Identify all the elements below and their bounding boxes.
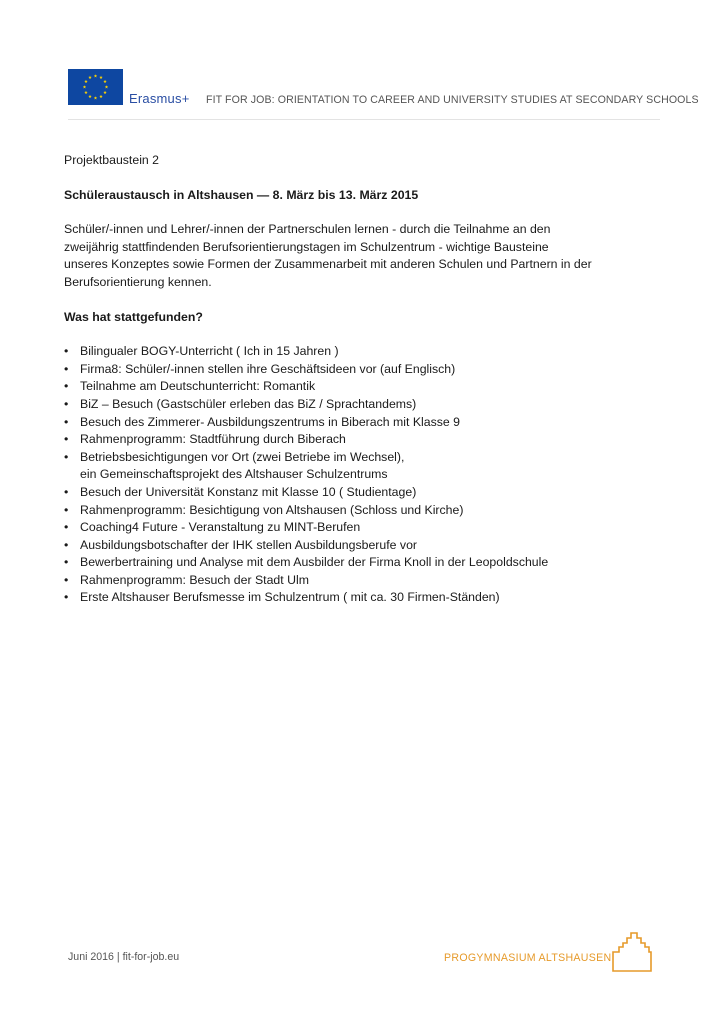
eu-star-icon (99, 95, 102, 98)
bullet-marker: • (64, 344, 69, 359)
bullet-marker: • (64, 537, 69, 552)
eu-star-icon (84, 80, 87, 83)
intro-line: unseres Konzeptes sowie Formen der Zusammenarbeit mit anderen Schulen und Partnern in der (64, 257, 592, 272)
header-divider (68, 119, 660, 120)
list-item-text: Teilnahme am Deutschunterricht: Romantik (80, 379, 316, 394)
document-body (64, 152, 654, 607)
page-header (68, 69, 699, 121)
list-item-text: Rahmenprogramm: Besuch der Stadt Ulm (80, 572, 309, 587)
list-item (64, 519, 654, 537)
eu-star-icon (103, 80, 106, 83)
bullet-marker: • (64, 590, 69, 605)
block-label: Projektbaustein 2 (64, 153, 160, 167)
bullet-marker: • (64, 432, 69, 447)
eu-star-icon (88, 95, 91, 98)
list-item-text: Besuch der Universität Konstanz mit Klasse 10 ( Studientage) (80, 484, 417, 499)
list-item (64, 414, 654, 432)
eu-star-icon (94, 74, 97, 77)
list-item-text: Firma8: Schüler/-innen stellen ihre Geschäftsideen vor (auf Englisch) (80, 361, 456, 376)
bullet-marker: • (64, 502, 69, 517)
list-item-text: ein Gemeinschaftsprojekt des Altshauser Schulzentrums (80, 467, 388, 482)
bullet-marker: • (64, 379, 69, 394)
eu-star-icon (83, 85, 86, 88)
list-item-text: Rahmenprogramm: Besichtigung von Altshausen (Schloss und Kirche) (80, 502, 464, 517)
list-item (64, 502, 654, 520)
list-item-text: Ausbildungsbotschafter der IHK stellen Ausbildungsberufe vor (80, 537, 417, 552)
subheading: Was hat stattgefunden? (64, 309, 203, 324)
bullet-marker: • (64, 572, 69, 587)
bullet-marker: • (64, 520, 69, 535)
list-item-text: BiZ – Besuch (Gastschüler erleben das BiZ / Sprachtandems) (80, 396, 417, 411)
intro-line: zweijährig stattfindenden Berufsorientierungstagen im Schulzentrum - wichtige Bausteine (64, 239, 549, 254)
header-title: FIT FOR JOB: ORIENTATION TO CAREER AND UNIVERSITY STUDIES AT SECONDARY SCHOOLS (206, 94, 699, 106)
list-item-text: Rahmenprogramm: Stadtführung durch Biberach (80, 432, 346, 447)
eu-star-icon (99, 76, 102, 79)
intro-paragraph (64, 221, 654, 291)
eu-star-icon (94, 96, 97, 99)
list-item (64, 343, 654, 361)
activity-list (64, 343, 654, 607)
list-item (64, 484, 654, 502)
castle-outline-icon (611, 930, 653, 972)
list-item-text: Coaching4 Future - Veranstaltung zu MINT-Berufen (80, 520, 361, 535)
list-item (64, 554, 654, 572)
footer-date-url: Juni 2016 | fit-for-job.eu (68, 951, 180, 963)
eu-star-icon (103, 91, 106, 94)
list-item-text: Betriebsbesichtigungen vor Ort (zwei Betriebe im Wechsel), (80, 449, 405, 464)
list-item-text: Erste Altshauser Berufsmesse im Schulzentrum ( mit ca. 30 Firmen-Ständen) (80, 590, 500, 605)
bullet-marker: • (64, 449, 69, 464)
footer-school-name: PROGYMNASIUM ALTSHAUSEN (444, 952, 612, 964)
section-heading: Schüleraustausch in Altshausen — 8. März bis 13. März 2015 (64, 187, 419, 202)
intro-line: Schüler/-innen und Lehrer/-innen der Partnerschulen lernen - durch die Teilnahme an den (64, 222, 551, 237)
intro-line: Berufsorientierung kennen. (64, 274, 212, 289)
list-item (64, 361, 654, 379)
list-item (64, 396, 654, 414)
eu-star-icon (84, 91, 87, 94)
bullet-marker: • (64, 484, 69, 499)
bullet-marker: • (64, 396, 69, 411)
eu-star-icon (88, 76, 91, 79)
list-item-text: Besuch des Zimmerer- Ausbildungszentrums in Biberach mit Klasse 9 (80, 414, 460, 429)
bullet-marker: • (64, 555, 69, 570)
list-item (64, 572, 654, 590)
eu-flag-icon (68, 69, 123, 105)
list-item (64, 449, 654, 484)
erasmus-logo-text: Erasmus+ (129, 91, 190, 106)
list-item (64, 378, 654, 396)
bullet-marker: • (64, 361, 69, 376)
list-item (64, 589, 654, 607)
eu-star-icon (105, 85, 108, 88)
list-item (64, 431, 654, 449)
list-item-text: Bewerbertraining und Analyse mit dem Ausbilder der Firma Knoll in der Leopoldschule (80, 555, 549, 570)
list-item (64, 537, 654, 555)
bullet-marker: • (64, 414, 69, 429)
list-item-text: Bilingualer BOGY-Unterricht ( Ich in 15 Jahren ) (80, 344, 339, 359)
